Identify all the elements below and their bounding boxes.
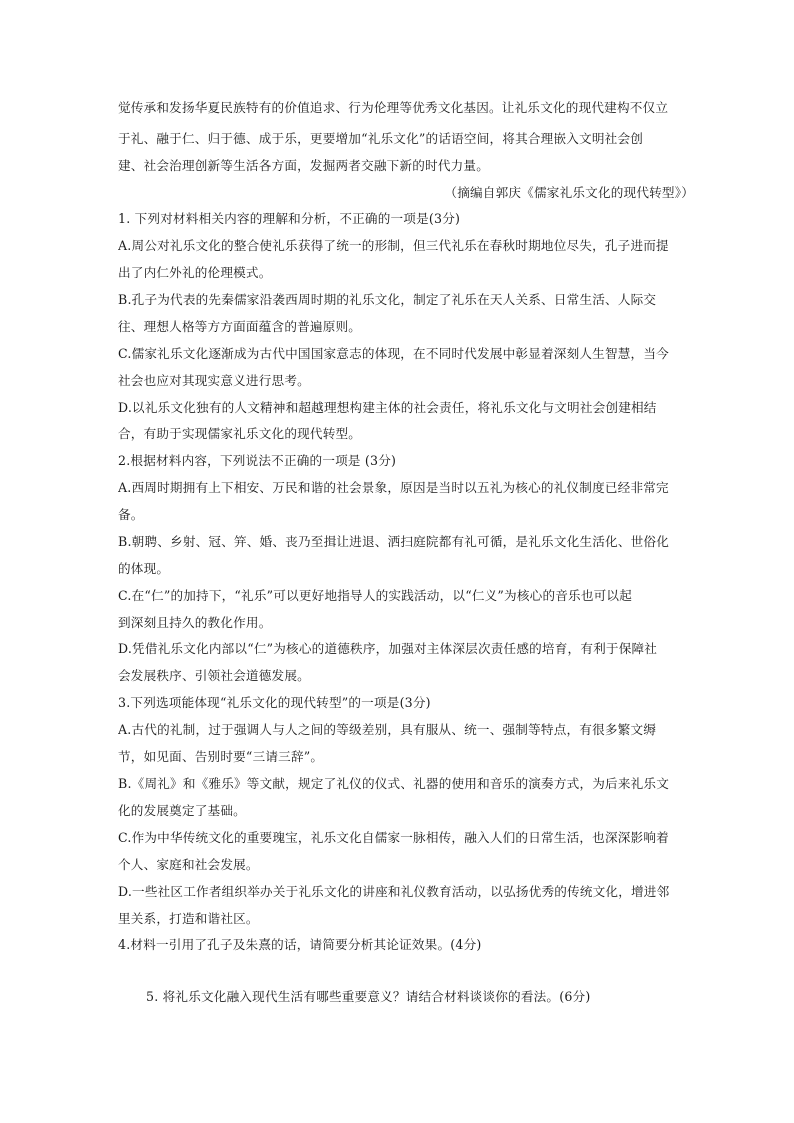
question-1-option-c-line-1: C.儒家礼乐文化逐渐成为古代中国国家意志的体现，在不同时代发展中彰显着深刻人生智慧，当今 — [118, 346, 669, 361]
question-2-option-d-line-2: 会发展秩序、引领社会道德发展。 — [118, 668, 310, 683]
question-2-option-c-line-1: C.在“仁”的加持下，“礼乐”可以更好地指导人的实践活动，以“仁义”为核心的音乐也可以起 — [118, 588, 632, 603]
source-citation: （摘编自郭庆《儒家礼乐文化的现代转型》） — [444, 185, 694, 200]
question-1-option-d-line-2: 合，有助于实现儒家礼乐文化的现代转型。 — [118, 426, 362, 441]
intro-line-3: 建、社会治理创新等生活各方面，发掘两者交融下新的时代力量。 — [118, 158, 490, 173]
question-3-option-a-line-1: A.古代的礼制，过于强调人与人之间的等级差别，具有服从、统一、强制等特点，有很多繁文缛 — [118, 722, 657, 737]
question-1-stem: 1. 下列对材料相关内容的理解和分析，不正确的一项是(3分) — [118, 211, 461, 226]
question-3-option-a-line-2: 节，如见面、告别时要“三请三辞”。 — [118, 749, 324, 764]
question-3-option-d-line-1: D.一些社区工作者组织举办关于礼乐文化的讲座和礼仪教育活动，以弘扬优秀的传统文化，增进邻 — [118, 884, 670, 899]
question-2-option-a-line-2: 备。 — [118, 507, 144, 522]
question-2-option-a-line-1: A.西周时期拥有上下相安、万民和谐的社会景象，原因是当时以五礼为核心的礼仪制度已经非常完 — [118, 480, 669, 495]
question-2-option-d-line-1: D.凭借礼乐文化内部以“仁”为核心的道德秩序，加强对主体深层次责任感的培育，有利于保障社 — [118, 641, 658, 656]
question-4-stem: 4.材料一引用了孔子及朱熹的话，请简要分析其论证效果。(4分) — [118, 937, 482, 952]
intro-line-1: 觉传承和发扬华夏民族特有的价值追求、行为伦理等优秀文化基因。让礼乐文化的现代建构不仅立 — [118, 100, 669, 115]
question-2-option-c-line-2: 到深刻且持久的教化作用。 — [118, 615, 272, 630]
question-2-option-b-line-1: B.朝聘、乡射、冠、笄、婚、丧乃至揖让进退、洒扫庭院都有礼可循，是礼乐文化生活化、世俗化 — [118, 534, 669, 549]
question-3-option-b-line-1: B.《周礼》和《雅乐》等文献，规定了礼仪的仪式、礼器的使用和音乐的演奏方式，为后来礼乐文 — [118, 776, 669, 791]
question-2-stem: 2.根据材料内容，下列说法不正确的一项是 (3分) — [118, 453, 397, 468]
question-5-stem: 5. 将礼乐文化融入现代生活有哪些重要意义？请结合材料谈谈你的看法。(6分) — [146, 989, 591, 1004]
question-1-option-a-line-2: 出了内仁外礼的伦理模式。 — [118, 265, 272, 280]
question-3-option-c-line-1: C.作为中华传统文化的重要瑰宝，礼乐文化自儒家一脉相传，融入人们的日常生活，也深深影响着 — [118, 830, 669, 845]
question-3-stem: 3.下列选项能体现“礼乐文化的现代转型”的一项是(3分) — [118, 695, 431, 710]
question-1-option-c-line-2: 社会也应对其现实意义进行思考。 — [118, 373, 310, 388]
question-2-option-b-line-2: 的体现。 — [118, 561, 170, 576]
question-1-option-b-line-2: 往、理想人格等方方面面蕴含的普遍原则。 — [118, 319, 362, 334]
intro-line-2: 于礼、融于仁、归于德、成于乐，更要增加“礼乐文化”的话语空间，将其合理嵌入文明社会创 — [118, 131, 644, 146]
question-3-option-b-line-2: 化的发展奠定了基础。 — [118, 803, 246, 818]
question-3-option-c-line-2: 个人、家庭和社会发展。 — [118, 857, 259, 872]
question-3-option-d-line-2: 里关系，打造和谐社区。 — [118, 911, 259, 926]
question-1-option-a-line-1: A.周公对礼乐文化的整合使礼乐获得了统一的形制，但三代礼乐在春秋时期地位尽失，孔子进而提 — [118, 238, 669, 253]
question-1-option-b-line-1: B.孔子为代表的先秦儒家沿袭西周时期的礼乐文化，制定了礼乐在天人关系、日常生活、人际交 — [118, 292, 657, 307]
question-1-option-d-line-1: D.以礼乐文化独有的人文精神和超越理想构建主体的社会责任，将礼乐文化与文明社会创建相结 — [118, 400, 657, 415]
